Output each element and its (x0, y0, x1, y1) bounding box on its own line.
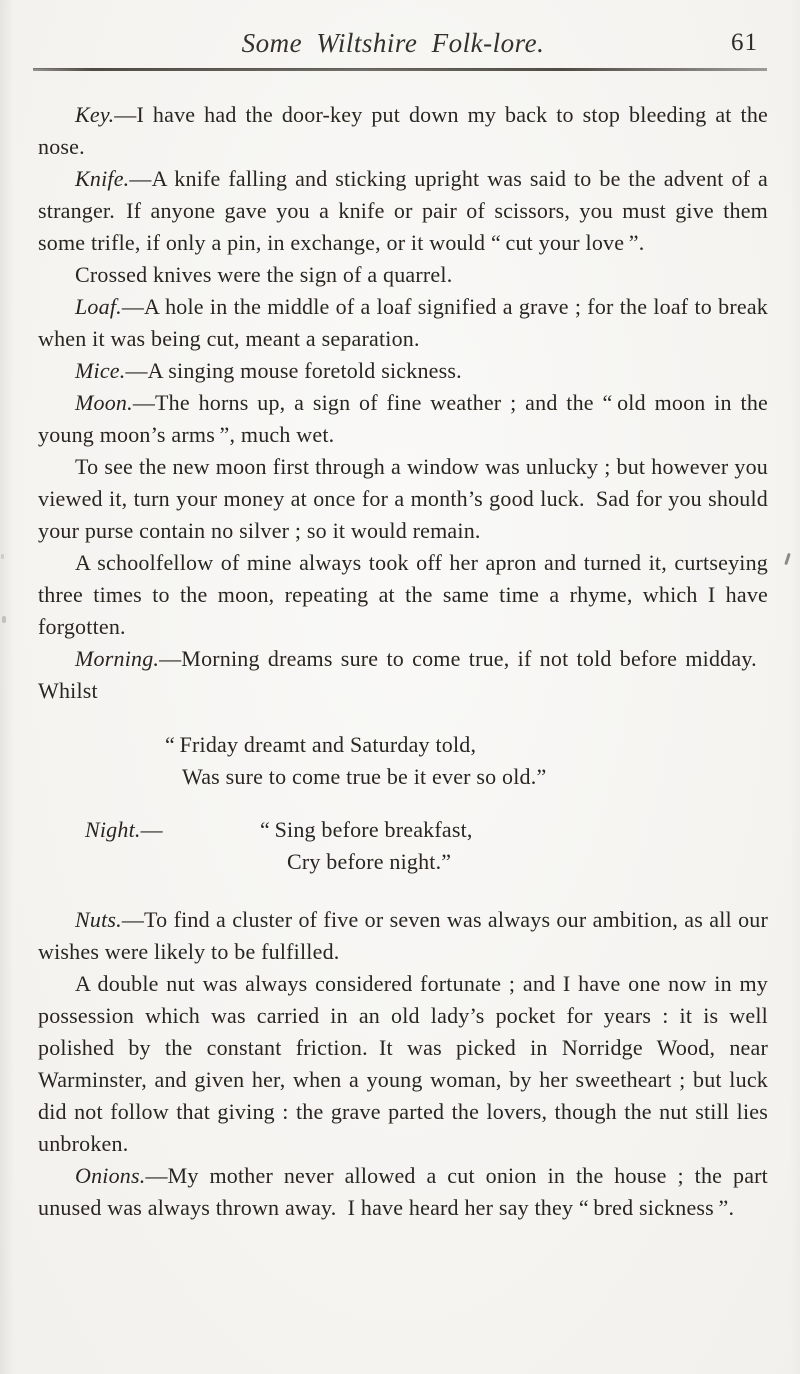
paragraph (38, 259, 768, 291)
scan-speck-right-margin (784, 553, 791, 565)
entry-term: Loaf. (75, 293, 122, 319)
entry-term: Morning. (75, 645, 160, 671)
folklore-entry (38, 99, 768, 163)
paragraph-text: —A knife falling and sticking upright was said to be the advent of a stranger. If anyone gave you a knife or pair of scissors, you must give them some trifle, if only a pin, in exchange, or it would “ cut your love ”. (38, 165, 768, 255)
entry-term: Key. (75, 101, 115, 127)
paragraph-text: —Morning dreams sure to come true, if not told before midday. Whilst (38, 645, 768, 703)
paragraph (38, 968, 768, 1160)
folklore-entry (38, 904, 768, 968)
paragraph (38, 547, 768, 643)
verse-line: “ Friday dreamt and Saturday told, (165, 731, 477, 757)
paragraph-text: —I have had the door-key put down my back to stop bleeding at the nose. (38, 101, 768, 159)
folklore-entry (38, 291, 768, 355)
entry-term-wrap (85, 817, 163, 842)
page-body (38, 99, 768, 1224)
running-title: Some Wiltshire Folk-lore. (241, 28, 545, 58)
page-number: 61 (731, 29, 758, 56)
scan-speck-left-margin (1, 554, 4, 559)
paragraph-text: —To find a cluster of five or seven was always our ambition, as all our wishes were likely to be fulfilled. (38, 906, 768, 964)
verse-couplet (38, 729, 768, 793)
paragraph-text: Crossed knives were the sign of a quarrel. (75, 261, 453, 287)
header-rule (33, 68, 767, 71)
entry-term: Mice. (75, 357, 126, 383)
entry-term: Night. (85, 816, 141, 842)
entry-term: Onions. (75, 1162, 146, 1188)
paragraph (38, 451, 768, 547)
entry-with-verse (38, 814, 768, 878)
entry-term: Nuts. (75, 906, 122, 932)
paragraph-text: —My mother never allowed a cut onion in the house ; the part unused was always thrown away. I have heard her say they “ bred sickness ”. (38, 1162, 768, 1220)
paragraph-text: A double nut was always considered fortunate ; and I have one now in my possession which was carried in an old lady’s pocket for years : it is well polished by the constant friction. It was picked in Norridge Wood, near Warminster, and given her, when a young woman, by her sweetheart ; but luck did not follow that giving : the grave parted the lovers, though the nut still lies unbroken. (38, 970, 768, 1156)
paragraph-text: To see the new moon first through a window was unlucky ; but however you viewed it, turn your money at once for a month’s good luck. Sad for you should your purse contain no silver ; so it would remain. (38, 453, 768, 543)
scan-speck-left-margin (2, 616, 6, 623)
verse-column (260, 814, 473, 878)
entry-term: Knife. (75, 165, 130, 191)
folklore-entry (38, 643, 768, 707)
entry-term: Moon. (75, 389, 133, 415)
verse-line: Was sure to come true be it ever so old.” (182, 763, 547, 789)
em-dash: — (140, 816, 163, 842)
verse-line: “ Sing before breakfast, (260, 816, 473, 842)
page-header (38, 26, 768, 62)
verse-line: Cry before night.” (287, 848, 452, 874)
folklore-entry (38, 163, 768, 259)
folklore-entry (38, 355, 768, 387)
folklore-entry (38, 387, 768, 451)
paragraph-text: —A singing mouse foretold sickness. (125, 357, 462, 383)
paragraph-text: A schoolfellow of mine always took off her apron and turned it, curtseying three times to the moon, repeating at the same time a rhyme, which I have forgotten. (38, 549, 768, 639)
paragraph-text: —A hole in the middle of a loaf signified a grave ; for the loaf to break when it was being cut, meant a separation. (38, 293, 768, 351)
paragraph-text: —The horns up, a sign of fine weather ; and the “ old moon in the young moon’s arms ”, much wet. (38, 389, 768, 447)
folklore-entry (38, 1160, 768, 1224)
